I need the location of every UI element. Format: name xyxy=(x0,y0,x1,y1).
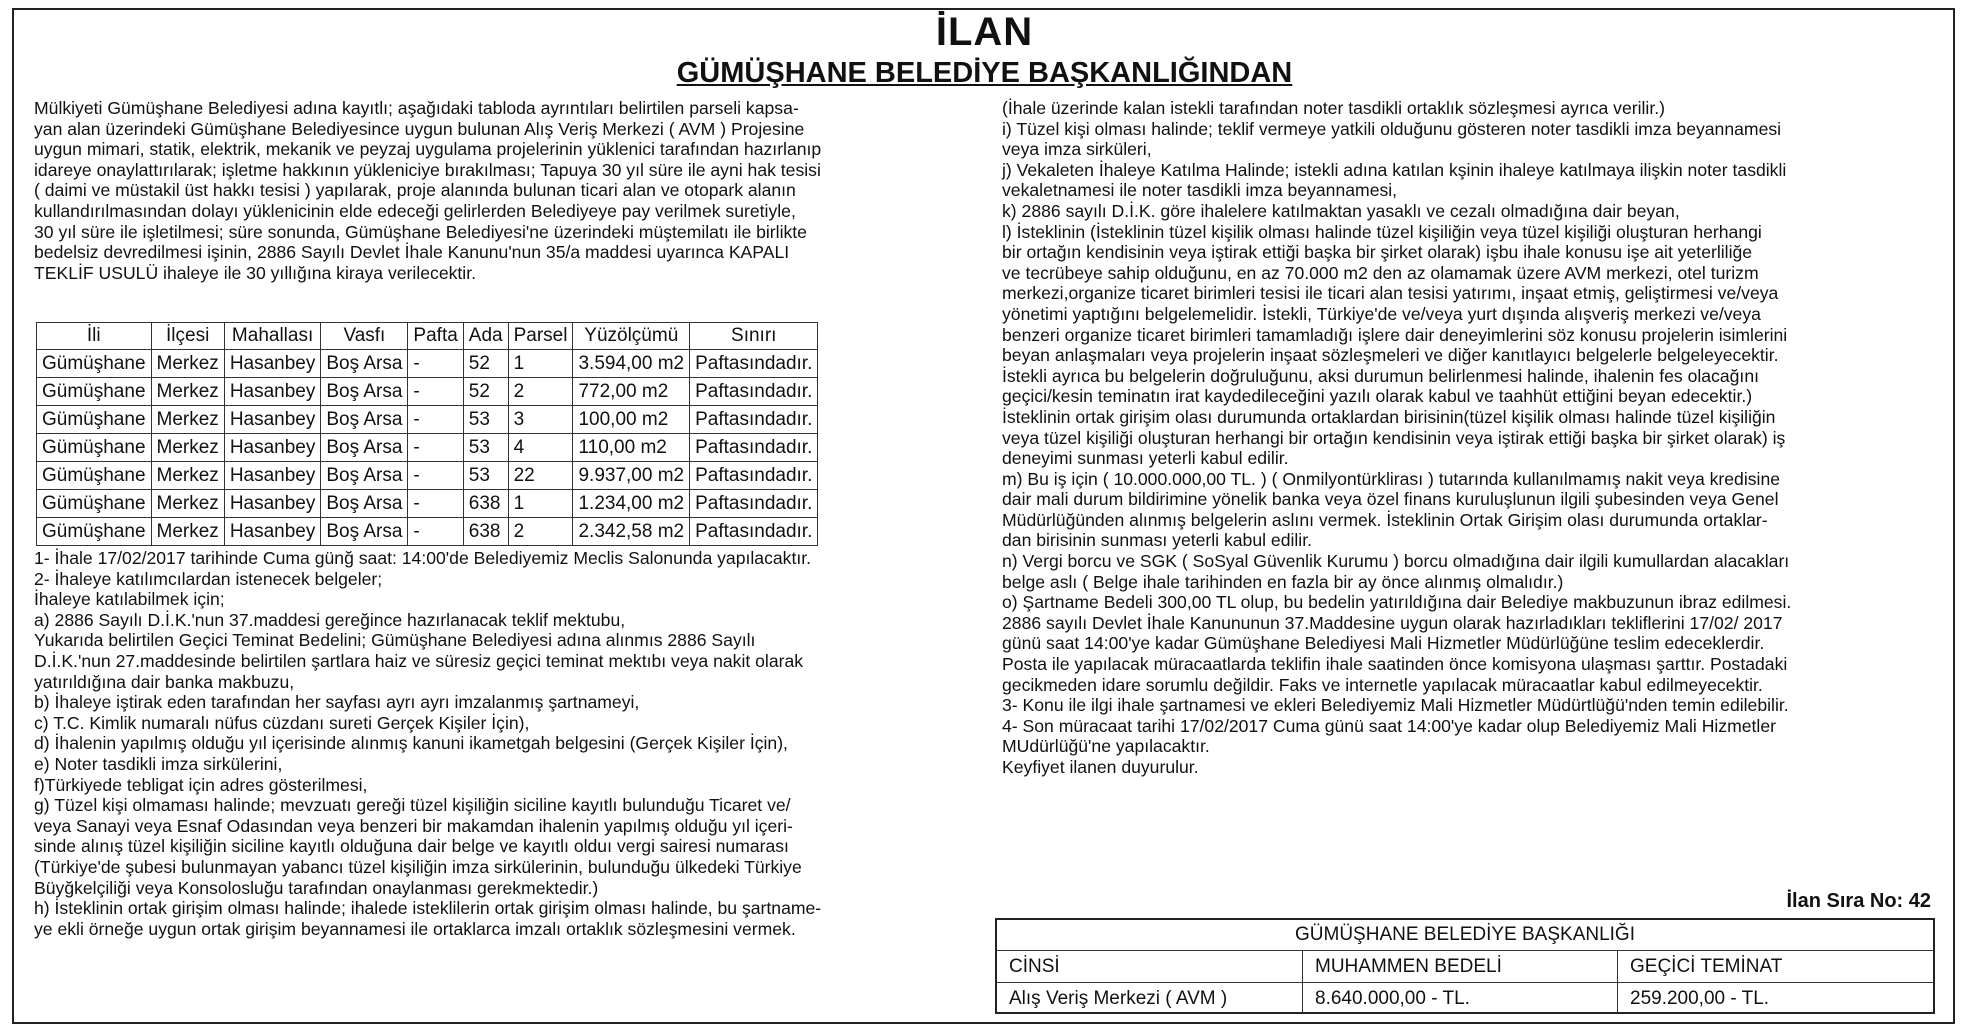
table-cell: 53 xyxy=(463,406,508,434)
requirement-line: deneyimi sunması yeterli kabul edilir. xyxy=(1002,448,1289,469)
requirement-line: d) İhalenin yapılmış olduğu yıl içerisinde alınmış kanuni ikametgah belgesini (Gerçek Kişiler İçin), xyxy=(34,733,788,754)
table-cell: Merkez xyxy=(151,490,224,518)
requirement-line: i) Tüzel kişi olması halinde; teklif vermeye yatkili olduğunu gösteren noter tasdikli imza beyannamesi xyxy=(1002,118,1782,139)
table-row xyxy=(37,406,818,434)
requirement-line: İsteklinin ortak girişim olası durumunda ortaklardan birisinin(tüzel kişilik olması halinde tüzel kişiliğin xyxy=(1002,406,1776,427)
intro-line: uygun mimari, statik, elektrik, mekanik ve peyzaj uygulama projelerinin yüklenici tarafından hazırlanıp xyxy=(34,139,822,160)
intro-line: bedelsiz devredilmesi işinin, 2886 Sayılı Devlet İhale Kanunu'nun 35/a maddesi uyarınca KAPALI xyxy=(34,242,790,263)
requirement-line: vekaletnamesi ile noter tasdikli imza beyannamesi, xyxy=(1002,180,1398,201)
table-cell: Merkez xyxy=(151,350,224,378)
requirement-line: benzeri organize ticaret birimleri tamamladığı işlere dair deneyimlerini söz konusu projelerin isimlerini xyxy=(1002,324,1788,345)
table-cell: Boş Arsa xyxy=(321,350,408,378)
label-estimated-price: MUHAMMEN BEDELİ xyxy=(1303,951,1618,982)
requirement-line: Büyğkelçiliği veya Konsolosluğu tarafından onaylanması gerekmektedir.) xyxy=(34,877,599,898)
summary-value-row xyxy=(997,982,1933,1014)
requirement-line: h) İsteklinin ortak girişim olması halinde; ihalede isteklilerin ortak girişim olması halinde, bu şartname- xyxy=(34,898,822,919)
table-cell: Paftasındadır. xyxy=(690,406,818,434)
table-cell: 4 xyxy=(508,434,573,462)
table-cell: Paftasındadır. xyxy=(690,378,818,406)
table-cell: Boş Arsa xyxy=(321,462,408,490)
right-items xyxy=(1002,98,1940,778)
table-cell: Hasanbey xyxy=(224,378,321,406)
table-cell: 3.594,00 m2 xyxy=(573,350,690,378)
table-cell: Gümüşhane xyxy=(37,490,152,518)
table-cell: Hasanbey xyxy=(224,518,321,546)
table-cell: - xyxy=(408,406,463,434)
table-cell: Gümüşhane xyxy=(37,462,152,490)
column-header: Mahallası xyxy=(224,323,321,350)
table-cell: 52 xyxy=(463,378,508,406)
column-header: İlçesi xyxy=(151,323,224,350)
requirement-line: D.İ.K.'nun 27.maddesinde belirtilen şartlara haiz ve süresiz geçici teminat mektıbı veya nakit olarak xyxy=(34,650,804,671)
value-estimated-price: 8.640.000,00 - TL. xyxy=(1303,983,1618,1014)
table-row xyxy=(37,518,818,546)
intro-line: ( daimi ve müstakil üst hakkı tesisi ) yapılarak, proje alanında bulunan ticari alan ve otopark alanın xyxy=(34,180,796,201)
table-cell: Merkez xyxy=(151,434,224,462)
intro-line: idareye onaylattırılarak; işletme hakkının yükleniciye bırakılması; Tapuya 30 yıl süre ile ayni hak tesisi xyxy=(34,159,821,180)
requirement-line: l) İsteklinin (İsteklinin tüzel kişilik olması halinde tüzel kişiliğin veya tüzel kişiliği oluşturan herhangi xyxy=(1002,221,1762,242)
notice-subtitle: GÜMÜŞHANE BELEDİYE BAŞKANLIĞINDAN xyxy=(676,57,1293,89)
value-type: Alış Veriş Merkezi ( AVM ) xyxy=(997,983,1303,1014)
requirement-line: Yukarıda belirtilen Geçici Teminat Bedelini; Gümüşhane Belediyesi adına alınmıs 2886 Sayılı xyxy=(34,630,756,651)
table-cell: Paftasındadır. xyxy=(690,434,818,462)
table-cell: - xyxy=(408,462,463,490)
requirement-line: ye ekli örneğe uygun ortak girişim beyannamesi ile ortaklarca imzalı ortaklık sözleşmesini vermek. xyxy=(34,918,796,939)
table-cell: Gümüşhane xyxy=(37,434,152,462)
table-cell: 3 xyxy=(508,406,573,434)
requirement-line: merkezi,organize ticaret birimleri tesisi ile ticari alan tesisi yatırımı, inşaat etmiş, geliştirmesi ve/veya xyxy=(1002,283,1779,304)
notice-sequence-number: İlan Sıra No: 42 xyxy=(1786,890,1931,912)
requirement-line: (Türkiye'de şubesi bulunmayan yabancı tüzel kişiliğin imza sirkülerinin, bulunduğu ülkedeki Türkiye xyxy=(34,856,802,877)
table-cell: 110,00 m2 xyxy=(573,434,690,462)
table-cell: Merkez xyxy=(151,518,224,546)
requirement-line: bir ortağın kendisinin veya iştirak ettiği başka bir şirket olarak) işbu ihale konusu işe ait yeterliliğe xyxy=(1002,242,1753,263)
summary-label-row xyxy=(997,951,1933,982)
table-cell: Paftasındadır. xyxy=(690,350,818,378)
table-cell: 1 xyxy=(508,490,573,518)
requirement-line: sinde alınış tüzel kişiliğin siciline kayıtlı olduğuna dair belge ve kayıtlı olduı vergi sairesi numarası xyxy=(34,836,789,857)
requirement-line: 2- İhaleye katılımcılardan istenecek belgeler; xyxy=(34,568,383,589)
requirement-line: dan birisinin sunması yeterli kabul edilir. xyxy=(1002,530,1312,551)
table-row xyxy=(37,378,818,406)
notice-title: İLAN xyxy=(935,10,1034,54)
requirement-line: j) Vekaleten İhaleye Katılma Halinde; istekli adına katılan kşinin ihaleye katılmaya ilişkin noter tasdikli xyxy=(1002,159,1787,180)
table-cell: Hasanbey xyxy=(224,434,321,462)
table-cell: 53 xyxy=(463,434,508,462)
table-cell: - xyxy=(408,378,463,406)
left-intro xyxy=(34,98,1056,283)
label-temporary-guarantee: GEÇİCİ TEMİNAT xyxy=(1630,956,1783,977)
intro-line: Mülkiyeti Gümüşhane Belediyesi adına kayıtlı; aşağıdaki tabloda ayrıntıları belirtilen parseli kapsa- xyxy=(34,98,799,118)
left-items xyxy=(34,548,1034,939)
table-row xyxy=(37,434,818,462)
requirement-line: 4- Son müracaat tarihi 17/02/2017 Cuma günü saat 14:00'ye kadar olup Belediyemiz Mali Hizmetler xyxy=(1002,715,1776,736)
column-header: İli xyxy=(37,323,152,350)
column-header: Yüzölçümü xyxy=(573,323,690,350)
column-header: Pafta xyxy=(408,323,463,350)
requirement-line: 3- Konu ile ilgi ihale şartnamesi ve ekleri Belediyemiz Mali Hizmetler Müdürtlüğü'nden temin edilebilir. xyxy=(1002,695,1789,716)
table-cell: 1 xyxy=(508,350,573,378)
column-header: Parsel xyxy=(508,323,573,350)
summary-header: GÜMÜŞHANE BELEDİYE BAŞKANLIĞI xyxy=(997,920,1933,951)
table-cell: 2 xyxy=(508,518,573,546)
table-cell: Boş Arsa xyxy=(321,406,408,434)
requirement-line: g) Tüzel kişi olmaması halinde; mevzuatı gereği tüzel kişiliğin siciline kayıtlı bulunduğu Ticaret ve/ xyxy=(34,795,791,816)
requirement-line: ve tecrübeye sahip olduğunu, en az 70.000 m2 den az olamamak üzere AVM merkezi, otel turizm xyxy=(1002,262,1759,283)
table-cell: 2.342,58 m2 xyxy=(573,518,690,546)
table-cell: 638 xyxy=(463,490,508,518)
requirement-line: Müdürlüğünden alınmış belgelerin aslını vermek. İsteklinin Ortak Girişim olası durumunda ortaklar- xyxy=(1002,509,1768,530)
table-cell: Boş Arsa xyxy=(321,518,408,546)
table-header-row xyxy=(37,323,818,350)
table-cell: 772,00 m2 xyxy=(573,378,690,406)
table-cell: Gümüşhane xyxy=(37,350,152,378)
requirement-line: k) 2886 sayılı D.İ.K. göre ihalelere katılmaktan yasaklı ve cezalı olmadığına dair beyan, xyxy=(1002,200,1680,221)
intro-line: 30 yıl süre ile işletilmesi; süre sonunda, Gümüşhane Belediyesi'ne üzerindeki müştemilatı ile birlikte xyxy=(34,221,807,242)
table-cell: Hasanbey xyxy=(224,406,321,434)
requirement-line: o) Şartname Bedeli 300,00 TL olup, bu bedelin yatırıldığına dair Belediye makbuzunun ibraz edilmesi. xyxy=(1002,592,1792,613)
requirement-line: Keyfiyet ilanen duyurulur. xyxy=(1002,757,1199,777)
requirement-line: İstekli ayrıca bu belgelerin doğruluğunu, aksi durumun belirlenmesi halinde, ihalenin fes olacağını xyxy=(1002,365,1759,386)
requirement-line: (İhale üzerinde kalan istekli tarafından noter tasdikli ortaklık sözleşmesi ayrıca verilir.) xyxy=(1002,98,1665,118)
table-cell: Gümüşhane xyxy=(37,406,152,434)
table-cell: Paftasındadır. xyxy=(690,518,818,546)
table-row xyxy=(37,490,818,518)
requirement-line: 2886 sayılı Devlet İhale Kanununun 37.Maddesine uygun olarak hazırladıkları tekliflerini 17/02/ 2017 xyxy=(1002,612,1783,633)
table-cell: Boş Arsa xyxy=(321,434,408,462)
intro-line: kullandırılmasından dolayı yüklenicinin elde edeceği gelirlerden Belediyeye pay verilmek suretiyle, xyxy=(34,200,796,221)
column-header: Vasfı xyxy=(321,323,408,350)
requirement-line: günü saat 14:00'ye kadar Gümüşhane Belediyesi Mali Hizmetler Müdürlüğüne teslim edeceklerdir. xyxy=(1002,633,1765,654)
requirement-line: MUdürlüğü'ne yapılacaktır. xyxy=(1002,736,1210,757)
table-cell: Boş Arsa xyxy=(321,378,408,406)
table-cell: - xyxy=(408,518,463,546)
table-cell: - xyxy=(408,350,463,378)
requirement-line: beyan anlaşmaları veya projelerin inşaat sözleşmeleri ve diğer kanıtlayıcı belgelerle belgeleyecektir. xyxy=(1002,345,1779,366)
intro-line: yan alan üzerindeki Gümüşhane Belediyesince uygun bulunan Alış Veriş Merkezi ( AVM ) Projesine xyxy=(34,118,805,139)
value-temporary-guarantee: 259.200,00 - TL. xyxy=(1630,988,1770,1009)
table-cell: Boş Arsa xyxy=(321,490,408,518)
label-type: CİNSİ xyxy=(997,951,1303,982)
table-cell: - xyxy=(408,434,463,462)
requirement-line: e) Noter tasdikli imza sirkülerini, xyxy=(34,753,283,774)
column-header: Sınırı xyxy=(690,323,818,350)
requirement-line: c) T.C. Kimlik numaralı nüfus cüzdanı sureti Gerçek Kişiler İçin), xyxy=(34,712,530,733)
table-cell: 2 xyxy=(508,378,573,406)
requirement-line: veya Sanayi veya Esnaf Odasından veya benzeri bir makamdan ihalenin yapılmış olduğu yıl içeri- xyxy=(34,815,793,836)
requirement-line: n) Vergi borcu ve SGK ( SoSyal Güvenlik Kurumu ) borcu olmadığına dair ilgili kumullardan alacakları xyxy=(1002,551,1790,572)
requirement-line: veya tüzel kişiliği oluşturan herhangi bir ortağın kendisinin veya iştirak ettiği başka bir şirket olarak) iş xyxy=(1002,427,1786,448)
table-cell: Hasanbey xyxy=(224,462,321,490)
requirement-line: geçici/kesin teminatın irat kaydedileceğini yazılı olarak kabul ve taahhüt ettiğini beyan edecektir.) xyxy=(1002,386,1753,407)
table-cell: 100,00 m2 xyxy=(573,406,690,434)
requirement-line: m) Bu iş için ( 10.000.000,00 TL. ) ( Onmilyontürklirası ) tutarında kullanılmamış nakit veya kredisine xyxy=(1002,468,1781,489)
requirement-line: b) İhaleye iştirak eden tarafından her sayfası ayrı ayrı imzalanmış şartnameyi, xyxy=(34,692,640,713)
table-cell: 1.234,00 m2 xyxy=(573,490,690,518)
table-cell: 9.937,00 m2 xyxy=(573,462,690,490)
requirement-line: a) 2886 Sayılı D.İ.K.'nun 37.maddesi gereğince hazırlanacak teklif mektubu, xyxy=(34,609,626,630)
requirement-line: 1- İhale 17/02/2017 tarihinde Cuma günğ saat: 14:00'de Belediyemiz Meclis Salonunda yapılacaktır. xyxy=(34,548,811,568)
intro-line: TEKLİF USULÜ ihaleye ile 30 yıllığına kiraya verilecektir. xyxy=(34,262,476,283)
requirement-line: İhaleye katılabilmek için; xyxy=(34,589,225,610)
table-row xyxy=(37,350,818,378)
table-cell: Gümüşhane xyxy=(37,378,152,406)
table-cell: 638 xyxy=(463,518,508,546)
table-cell: Hasanbey xyxy=(224,350,321,378)
table-row xyxy=(37,462,818,490)
table-cell: Hasanbey xyxy=(224,490,321,518)
requirement-line: yönetimi yaptığını belgelemelidir. İstekli, Türkiye'de ve/veya yurt dışında alışveriş merkezi ve/veya xyxy=(1002,303,1761,324)
requirement-line: gecikmeden idare sorumlu değildir. Faks ve internetle yapılacak müracaatlar kabul edilmeyecektir. xyxy=(1002,674,1763,695)
requirement-line: Posta ile yapılacak müracaatlarda teklifin ihale saatinden önce komisyona ulaşması şarttır. Postadaki xyxy=(1002,654,1788,675)
requirement-line: f)Türkiyede tebligat için adres gösterilmesi, xyxy=(34,774,368,795)
summary-box xyxy=(995,918,1935,1014)
table-cell: Merkez xyxy=(151,406,224,434)
requirement-line: dair mali durum bildirimine yönelik banka veya özel finans kuruluşlunun ilgili şubesinden veya Genel xyxy=(1002,489,1779,510)
column-header: Ada xyxy=(463,323,508,350)
requirement-line: yatırıldığına dair banka makbuzu, xyxy=(34,671,295,692)
table-cell: - xyxy=(408,490,463,518)
table-cell: 22 xyxy=(508,462,573,490)
parcel-table xyxy=(36,322,818,546)
table-cell: 52 xyxy=(463,350,508,378)
table-cell: Merkez xyxy=(151,378,224,406)
table-cell: Paftasındadır. xyxy=(690,462,818,490)
table-cell: Gümüşhane xyxy=(37,518,152,546)
requirement-line: belge aslı ( Belge ihale tarihinden en fazla bir ay önce alınmış olmalıdır.) xyxy=(1002,571,1564,592)
table-cell: 53 xyxy=(463,462,508,490)
table-cell: Paftasındadır. xyxy=(690,490,818,518)
requirement-line: veya imza sirküleri, xyxy=(1002,139,1152,160)
table-cell: Merkez xyxy=(151,462,224,490)
